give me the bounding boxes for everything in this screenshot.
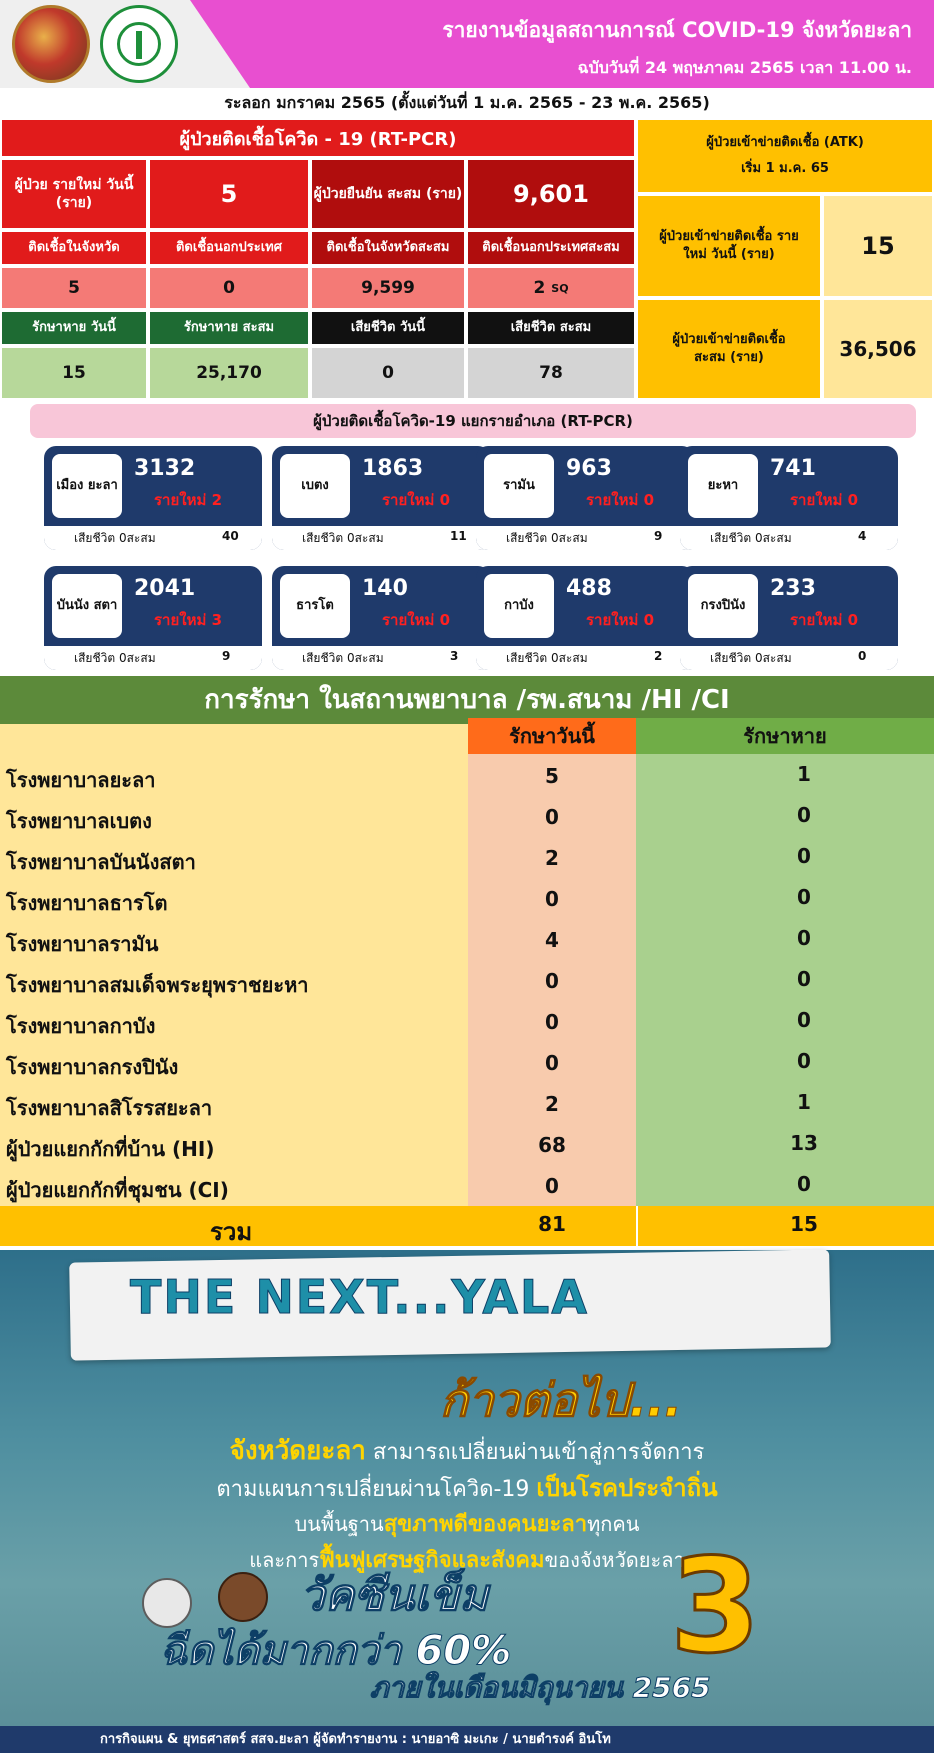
cured-count: 0 <box>797 844 811 868</box>
district-death-label: เสียชีวิต 0สะสม <box>74 531 156 545</box>
district-name: กรงปินัง <box>688 574 758 638</box>
recovered-today-value: 15 <box>0 346 148 400</box>
confirmed-cum-value: 9,601 <box>466 158 636 230</box>
district-name: เมือง ยะลา <box>52 454 122 518</box>
table-row <box>0 1084 934 1124</box>
poster-line-1b: สามารถเปลี่ยนผ่านเข้าสู่การจัดการ <box>365 1440 705 1465</box>
total-cured: 15 <box>790 1212 818 1236</box>
new-today-value: 5 <box>148 158 310 230</box>
cured-count: 0 <box>797 967 811 991</box>
local-value: 5 <box>0 266 148 310</box>
treated-today: 2 <box>545 1092 559 1116</box>
district-total: 233 <box>770 576 816 601</box>
district-new: รายใหม่ 0 <box>586 491 655 509</box>
district-death-bar <box>272 646 490 670</box>
district-deaths: 11 <box>450 529 467 543</box>
atk-header <box>636 118 934 194</box>
abroad-cum-value: 2 <box>533 278 546 298</box>
treated-today: 0 <box>545 805 559 829</box>
facility-name: โรงพยาบาลบันนังสตา <box>6 850 196 874</box>
report-date: ฉบับวันที่ 24 พฤษภาคม 2565 เวลา 11.00 น. <box>577 58 912 77</box>
facility-name: โรงพยาบาลสิโรรสยะลา <box>6 1096 213 1120</box>
treated-today: 68 <box>538 1133 566 1157</box>
death-cum-value: 78 <box>466 346 636 400</box>
district-death-bar <box>272 526 490 550</box>
district-death-label: เสียชีวิต 0สะสม <box>710 531 792 545</box>
treated-today: 0 <box>545 887 559 911</box>
cured-count: 1 <box>797 1090 811 1114</box>
mascot-durian-icon <box>218 1572 268 1622</box>
district-deaths: 4 <box>858 529 867 543</box>
abroad-cum-cell <box>466 266 636 310</box>
district-death-bar <box>44 526 262 550</box>
poster-line-1a: จังหวัดยะลา <box>229 1436 366 1466</box>
district-new: รายใหม่ 0 <box>790 611 859 629</box>
cured-header: รักษาหาย <box>636 718 934 754</box>
report-title: รายงานข้อมูลสถานการณ์ COVID-19 จังหวัดยะลา <box>442 18 912 42</box>
district-new: รายใหม่ 0 <box>790 491 859 509</box>
treated-today: 2 <box>545 846 559 870</box>
table-row <box>0 961 934 1001</box>
district-name: กาบัง <box>484 574 554 638</box>
cured-count: 0 <box>797 803 811 827</box>
poster-line-1 <box>0 1430 934 1471</box>
poster-line-2 <box>0 1468 934 1507</box>
district-death-bar <box>680 646 898 670</box>
abroad-value: 0 <box>148 266 310 310</box>
district-card <box>476 446 694 550</box>
cured-count: 0 <box>797 926 811 950</box>
district-total: 2041 <box>134 576 196 601</box>
treatment-title: การรักษา ในสถานพยาบาล /รพ.สนาม /HI /CI <box>0 676 934 724</box>
abroad-cum-note: SQ <box>551 281 569 295</box>
cured-count: 1 <box>797 762 811 786</box>
table-row <box>0 1002 934 1042</box>
district-new: รายใหม่ 0 <box>382 491 451 509</box>
treated-today: 0 <box>545 1051 559 1075</box>
table-row <box>0 756 934 796</box>
district-death-label: เสียชีวิต 0สะสม <box>74 651 156 665</box>
district-card <box>44 446 262 550</box>
district-death-bar <box>44 646 262 670</box>
table-row <box>0 797 934 837</box>
local-cum-value: 9,599 <box>310 266 466 310</box>
table-row <box>0 1125 934 1165</box>
district-name: บันนัง สตา <box>52 574 122 638</box>
district-card <box>680 566 898 670</box>
district-title: ผู้ป่วยติดเชื้อโควิด-19 แยกรายอำเภอ (RT-PCR) <box>30 404 916 438</box>
facility-name: โรงพยาบาลรามัน <box>6 932 159 956</box>
atk-cum-label: ผู้ป่วยเข้าข่ายติดเชื้อ สะสม (ราย) <box>636 298 822 400</box>
district-total: 1863 <box>362 456 424 481</box>
treated-today: 0 <box>545 969 559 993</box>
vaccine-deadline: ภายในเดือนมิถุนายน 2565 <box>370 1671 711 1704</box>
district-total: 963 <box>566 456 612 481</box>
death-today-value: 0 <box>310 346 466 400</box>
district-total: 140 <box>362 576 408 601</box>
recovered-cum-label: รักษาหาย สะสม <box>148 310 310 346</box>
death-today-label: เสียชีวิต วันนี้ <box>310 310 466 346</box>
new-today-label: ผู้ป่วย รายใหม่ วันนี้ (ราย) <box>0 158 148 230</box>
province-seal-icon <box>12 5 90 83</box>
district-deaths: 2 <box>654 649 663 663</box>
district-card <box>476 566 694 670</box>
rtpcr-title: ผู้ป่วยติดเชื้อโควิด - 19 (RT-PCR) <box>0 118 636 158</box>
facility-name: ผู้ป่วยแยกกักที่บ้าน (HI) <box>6 1137 215 1161</box>
atk-title: ผู้ป่วยเข้าข่ายติดเชื้อ (ATK) <box>706 135 864 150</box>
vaccine-text: วัคซีนเข็ม <box>300 1570 489 1621</box>
dose-number: 3 <box>670 1530 761 1682</box>
poster-line-4a: และการ <box>249 1548 320 1572</box>
treated-today: 5 <box>545 764 559 788</box>
atk-new-label: ผู้ป่วยเข้าข่ายติดเชื้อ รายใหม่ วันนี้ (ราย) <box>636 194 822 298</box>
recovered-cum-value: 25,170 <box>148 346 310 400</box>
today-header: รักษาวันนี้ <box>468 718 636 754</box>
total-label: รวม <box>210 1218 253 1246</box>
local-label: ติดเชื้อในจังหวัด <box>0 230 148 266</box>
poster-line-3a: บนพื้นฐาน <box>294 1512 384 1536</box>
recovered-today-label: รักษาหาย วันนี้ <box>0 310 148 346</box>
facility-name: โรงพยาบาลเบตง <box>6 809 152 833</box>
district-new: รายใหม่ 0 <box>586 611 655 629</box>
district-new: รายใหม่ 2 <box>154 491 223 509</box>
vaccine-percentage: ฉีดได้มากกว่า 60% <box>160 1628 512 1674</box>
report-period: ระลอก มกราคม 2565 (ตั้งแต่วันที่ 1 ม.ค. 2565 - 23 พ.ค. 2565) <box>0 88 934 118</box>
poster-slogan: ก้าวต่อไป... <box>440 1373 682 1427</box>
cured-count: 13 <box>790 1131 818 1155</box>
district-card <box>680 446 898 550</box>
poster-line-3b: สุขภาพดีของคนยะลา <box>383 1512 588 1537</box>
facility-name: ผู้ป่วยแยกกักที่ชุมชน (CI) <box>6 1178 229 1202</box>
facility-name: โรงพยาบาลกาบัง <box>6 1014 156 1038</box>
district-card <box>272 446 490 550</box>
poster-headline: THE NEXT...YALA <box>130 1270 589 1324</box>
table-row <box>0 1166 934 1206</box>
cured-count: 0 <box>797 1049 811 1073</box>
district-death-label: เสียชีวิต 0สะสม <box>302 651 384 665</box>
total-row <box>0 1206 934 1246</box>
cured-count: 0 <box>797 1008 811 1032</box>
district-death-bar <box>476 646 694 670</box>
cured-count: 0 <box>797 1172 811 1196</box>
district-deaths: 9 <box>222 649 231 663</box>
treated-today: 0 <box>545 1174 559 1198</box>
district-total: 3132 <box>134 456 196 481</box>
poster-line-3c: ทุกคน <box>587 1512 640 1536</box>
district-name: รามัน <box>484 454 554 518</box>
district-deaths: 0 <box>858 649 867 663</box>
district-deaths: 9 <box>654 529 663 543</box>
cured-count: 0 <box>797 885 811 909</box>
district-deaths: 3 <box>450 649 459 663</box>
district-total: 488 <box>566 576 612 601</box>
district-death-label: เสียชีวิต 0สะสม <box>710 651 792 665</box>
facility-name: โรงพยาบาลสมเด็จพระยุพราชยะหา <box>6 973 309 997</box>
district-death-label: เสียชีวิต 0สะสม <box>506 531 588 545</box>
atk-since: เริ่ม 1 ม.ค. 65 <box>741 161 829 176</box>
table-row <box>0 1043 934 1083</box>
confirmed-cum-label: ผู้ป่วยยืนยัน สะสม (ราย) <box>310 158 466 230</box>
district-new: รายใหม่ 0 <box>382 611 451 629</box>
district-death-label: เสียชีวิต 0สะสม <box>506 651 588 665</box>
ministry-logo-icon <box>100 5 178 83</box>
facility-name: โรงพยาบาลยะลา <box>6 768 156 792</box>
table-row <box>0 879 934 919</box>
footer-credits: การกิจแผน & ยุทธศาสตร์ สสจ.ยะลา ผู้จัดทำรายงาน : นายอาซิ มะเกะ / นายดำรงค์ อินโท <box>0 1726 934 1753</box>
total-today: 81 <box>538 1212 566 1236</box>
district-card <box>272 566 490 670</box>
poster-line-2b: เป็นโรคประจำถิ่น <box>536 1474 718 1502</box>
poster-line-3 <box>0 1506 934 1541</box>
death-cum-label: เสียชีวิต สะสม <box>466 310 636 346</box>
table-row <box>0 838 934 878</box>
table-row <box>0 920 934 960</box>
district-name: ยะหา <box>688 454 758 518</box>
treated-today: 4 <box>545 928 559 952</box>
poster-line-2a: ตามแผนการเปลี่ยนผ่านโควิด-19 <box>216 1477 537 1502</box>
facility-name: โรงพยาบาลกรงปินัง <box>6 1055 179 1079</box>
local-cum-label: ติดเชื้อในจังหวัดสะสม <box>310 230 466 266</box>
district-name: เบตง <box>280 454 350 518</box>
district-death-bar <box>476 526 694 550</box>
district-name: ธารโต <box>280 574 350 638</box>
poster-line-4c: ของจังหวัดยะลา <box>544 1548 685 1572</box>
district-card <box>44 566 262 670</box>
abroad-cum-label: ติดเชื้อนอกประเทศสะสม <box>466 230 636 266</box>
district-new: รายใหม่ 3 <box>154 611 223 629</box>
poster-line-4b: ฟื้นฟูเศรษฐกิจและสังคม <box>319 1548 545 1573</box>
district-death-label: เสียชีวิต 0สะสม <box>302 531 384 545</box>
district-death-bar <box>680 526 898 550</box>
atk-cum-value: 36,506 <box>822 298 934 400</box>
facility-name: โรงพยาบาลธารโต <box>6 891 168 915</box>
treated-today: 0 <box>545 1010 559 1034</box>
district-total: 741 <box>770 456 816 481</box>
district-deaths: 40 <box>222 529 239 543</box>
abroad-label: ติดเชื้อนอกประเทศ <box>148 230 310 266</box>
atk-new-value: 15 <box>822 194 934 298</box>
